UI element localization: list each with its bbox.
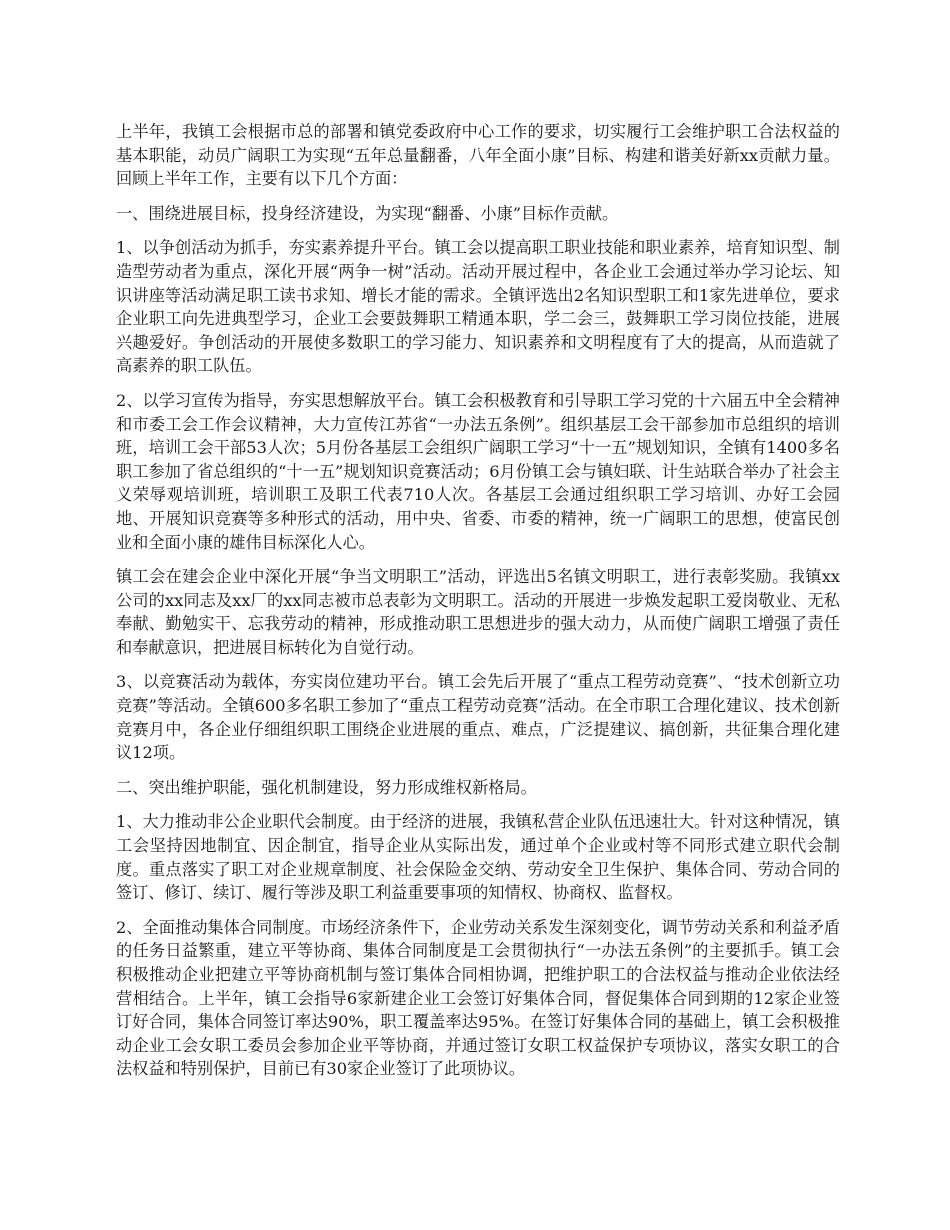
document-body — [116, 120, 840, 1092]
paragraph-civilized-workers: 镇工会在建会企业中深化开展“争当文明职工”活动，评选出5名镇文明职工，进行表彰奖励。我镇xx公司的xx同志及xx厂的xx同志被市总表彰为文明职工。活动的开展进一步焕发起职工爱岗敬业、无私奉献、勤勉实干、忘我劳动的精神，形成推动职工思想进步的强大动力，从而使广阔职工增强了责任和奉献意识，把进展目标转化为自觉行动。 — [116, 567, 840, 657]
paragraph-1-2: 2、以学习宣传为指导，夯实思想解放平台。镇工会积极教育和引导职工学习党的十六届五中全会精神和市委工会工作会议精神，大力宣传江苏省“一办法五条例”。组织基层工会干部参加市总组织的培训班，培训工会干部53人次；5月份各基层工会组织广阔职工学习“十一五”规划知识，全镇有1400多名职工参加了省总组织的“十一五”规划知识竞赛活动；6月份镇工会与镇妇联、计生站联合举办了社会主义荣辱观培训班，培训职工及职工代表710人次。各基层工会通过组织职工学习培训、办好工会园地、开展知识竞赛等多种形式的活动，用中央、省委、市委的精神，统一广阔职工的思想，使富民创业和全面小康的雄伟目标深化人心。 — [116, 390, 840, 552]
intro-paragraph: 上半年，我镇工会根据市总的部署和镇党委政府中心工作的要求，切实履行工会维护职工合法权益的基本职能，动员广阔职工为实现“五年总量翻番，八年全面小康”目标、构建和谐美好新xx贡献力量。回顾上半年工作，主要有以下几个方面： — [116, 122, 840, 189]
section-heading-1: 一、围绕进展目标，投身经济建设，为实现“翻番、小康”目标作贡献。 — [116, 203, 619, 223]
paragraph-2-2: 2、全面推动集体合同制度。市场经济条件下，企业劳动关系发生深刻变化，调节劳动关系和利益矛盾的任务日益繁重，建立平等协商、集体合同制度是工会贯彻执行“一办法五条例”的主要抓手。镇工会积极推动企业把建立平等协商机制与签订集体合同相协调，把维护职工的合法权益与推动企业依法经营相结合。上半年，镇工会指导6家新建企业工会签订好集体合同，督促集体合同到期的12家企业签订好合同，集体合同签订率达90%，职工覆盖率达95%。在签订好集体合同的基础上，镇工会积极推动企业工会女职工委员会参加企业平等协商，并通过签订女职工权益保护专项协议，落实女职工的合法权益和特别保护，目前已有30家企业签订了此项协议。 — [116, 917, 840, 1079]
paragraph-2-1: 1、大力推动非公企业职代会制度。由于经济的进展，我镇私营企业队伍迅速壮大。针对这种情况，镇工会坚持因地制宜、因企制宜，指导企业从实际出发，通过单个企业或村等不同形式建立职代会制度。重点落实了职工对企业规章制度、社会保险金交纳、劳动安全卫生保护、集体合同、劳动合同的签订、修订、续订、履行等涉及职工利益重要事项的知情权、协商权、监督权。 — [116, 812, 840, 903]
paragraph-1-1: 1、以争创活动为抓手，夯实素养提升平台。镇工会以提高职工职业技能和职业素养，培育知识型、制造型劳动者为重点，深化开展“两争一树”活动。活动开展过程中，各企业工会通过举办学习论坛、知识讲座等活动满足职工读书求知、增长才能的需求。全镇评选出2名知识型职工和1家先进单位，要求企业职工向先进典型学习，企业工会要鼓舞职工精通本职，学二会三，鼓舞职工学习岗位技能，进展兴趣爱好。争创活动的开展使多数职工的学习能力、知识素养和文明程度有了大的提高，从而造就了高素养的职工队伍。 — [116, 238, 840, 376]
section-heading-2: 二、突出维护职能，强化机制建设，努力形成维权新格局。 — [116, 777, 537, 797]
paragraph-1-3: 3、以竞赛活动为载体，夯实岗位建功平台。镇工会先后开展了“重点工程劳动竞赛”、“技术创新立功竞赛”等活动。全镇600多名职工参加了“重点工程劳动竞赛”活动。在全市职工合理化建议、技术创新竞赛月中，各企业仔细组织职工围绕企业进展的重点、难点，广泛提建议、搞创新，共征集合理化建议12项。 — [116, 672, 840, 763]
